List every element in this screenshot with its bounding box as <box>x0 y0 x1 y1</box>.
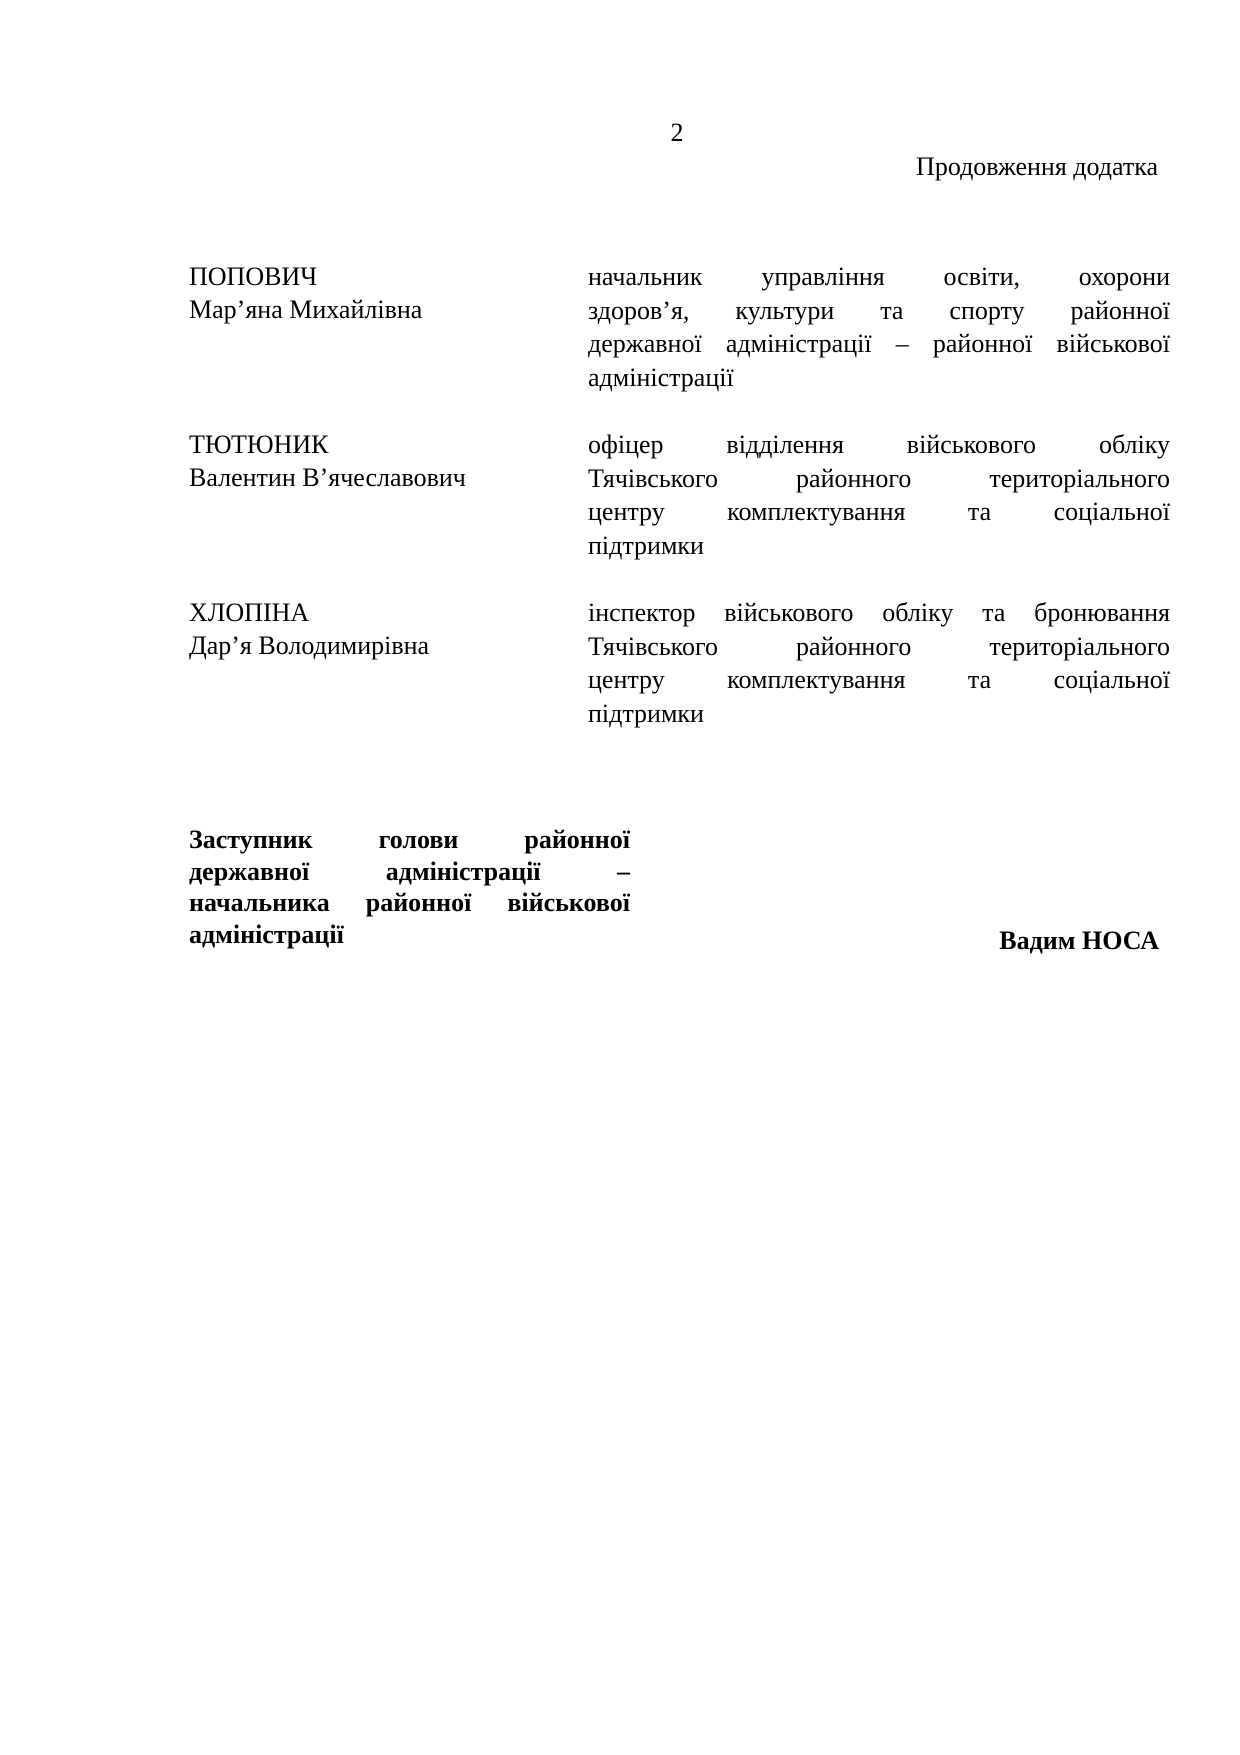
member-surname: ХЛОПІНА <box>189 598 310 627</box>
position-line: Тячівського районного територіального <box>588 631 1170 661</box>
member-given-names: Мар’яна Михайлівна <box>189 295 423 324</box>
member-position <box>588 596 1170 730</box>
member-name <box>189 596 569 662</box>
position-line: здоров’я, культури та спорту районної <box>588 295 1170 325</box>
position-line: Тячівського районного територіального <box>588 463 1170 493</box>
member-surname: ТЮТЮНИК <box>189 430 329 459</box>
member-given-names: Дар’я Володимирівна <box>189 631 430 660</box>
signatory-title-line: державної адміністрації – <box>189 856 630 886</box>
member-position <box>588 428 1170 562</box>
position-line: інспектор військового обліку та бронювання <box>588 598 1170 627</box>
member-name <box>189 428 569 494</box>
page-number: 2 <box>670 118 684 147</box>
signatory-title-line: адміністрації <box>189 919 344 949</box>
position-line: підтримки <box>588 698 704 728</box>
member-name <box>189 260 569 326</box>
signatory-title <box>189 824 630 950</box>
signatory-title-line: начальника районної військової <box>189 888 630 917</box>
position-line: державної адміністрації – районної військової <box>588 329 1170 358</box>
signatory-name: Вадим НОСА <box>999 926 1159 955</box>
member-position <box>588 260 1170 394</box>
continuation-label: Продовження додатка <box>916 152 1158 181</box>
position-line: центру комплектування та соціальної <box>588 665 1170 694</box>
member-given-names: Валентин В’ячеславович <box>189 463 466 492</box>
member-surname: ПОПОВИЧ <box>189 262 318 291</box>
position-line: начальник управління освіти, охорони <box>588 262 1170 291</box>
position-line: підтримки <box>588 530 704 560</box>
signatory-title-line: Заступник голови районної <box>189 825 630 854</box>
position-line: адміністрації <box>588 362 734 392</box>
position-line: офіцер відділення військового обліку <box>588 430 1170 459</box>
position-line: центру комплектування та соціальної <box>588 497 1170 526</box>
